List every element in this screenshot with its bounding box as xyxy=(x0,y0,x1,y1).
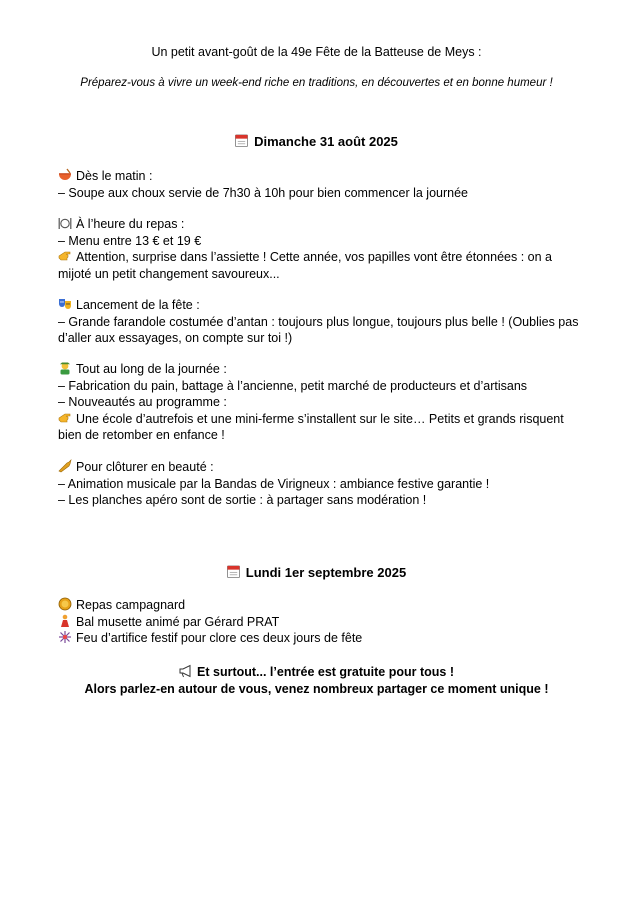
section-title: Dès le matin : xyxy=(76,169,153,183)
list-item-text: Repas campagnard xyxy=(76,598,186,612)
section-line: – Soupe aux choux servie de 7h30 à 10h pour bien commencer la journée xyxy=(58,185,468,200)
calendar-icon xyxy=(227,565,240,578)
firework-icon xyxy=(58,630,72,644)
soup-bowl-icon xyxy=(58,168,72,182)
section-meal xyxy=(58,216,583,282)
section-line: – Menu entre 13 € et 19 € xyxy=(58,233,202,248)
closing-line-2: Alors parlez-en autour de vous, venez nombreux partager ce moment unique ! xyxy=(84,681,549,696)
section-title: À l’heure du repas : xyxy=(76,217,185,231)
section-morning xyxy=(58,168,583,201)
pointing-hand-icon xyxy=(58,411,72,425)
section-line: – Nouveautés au programme : xyxy=(58,395,227,409)
section-title: Pour clôturer en beauté : xyxy=(76,460,214,474)
day2-heading xyxy=(0,565,633,582)
list-item-text: Bal musette animé par Gérard PRAT xyxy=(76,614,280,629)
section-line: – Animation musicale par la Bandas de Virigneux : ambiance festive garantie ! xyxy=(58,476,490,491)
cutlery-plate-icon xyxy=(58,216,72,230)
theater-masks-icon xyxy=(58,297,72,311)
section-title: Tout au long de la journée : xyxy=(76,362,227,376)
day1-heading xyxy=(0,134,633,151)
list-item xyxy=(58,597,583,614)
closing-line-1: Et surtout... l’entrée est gratuite pour tous ! xyxy=(197,665,454,679)
day1-heading-text: Dimanche 31 août 2025 xyxy=(254,134,398,149)
intro-line: Un petit avant-goût de la 49e Fête de la Batteuse de Meys : xyxy=(151,45,482,59)
section-line: – Les planches apéro sont de sortie : à partager sans modération ! xyxy=(58,493,427,507)
pointing-note: Une école d’autrefois et une mini-ferme s’installent sur le site… Petits et grands risquent bien de retomber en enfance ! xyxy=(58,411,564,442)
section-line: – Grande farandole costumée d’antan : toujours plus longue, toujours plus belle ! (Oublies pas d’aller aux essayages, on compte sur toi !) xyxy=(58,314,579,345)
pointing-hand-icon xyxy=(58,249,72,263)
dancer-icon xyxy=(58,614,72,628)
section-closing xyxy=(58,459,583,509)
megaphone-icon xyxy=(179,664,193,678)
intro-subline: Préparez-vous à vivre un week-end riche en traditions, en découvertes et en bonne humeur ! xyxy=(80,77,553,89)
list-item xyxy=(58,614,583,631)
trumpet-icon xyxy=(58,459,72,473)
section-line: – Fabrication du pain, battage à l’ancienne, petit marché de producteurs et d’artisans xyxy=(58,378,528,393)
section-launch xyxy=(58,297,583,347)
farmer-icon xyxy=(58,361,72,375)
calendar-icon xyxy=(235,134,248,147)
list-item xyxy=(58,630,583,647)
section-all-day xyxy=(58,361,583,444)
list-item-text: Feu d’artifice festif pour clore ces deux jours de fête xyxy=(76,631,363,645)
closing-message xyxy=(0,664,633,697)
plate-icon xyxy=(58,597,72,611)
section-title: Lancement de la fête : xyxy=(76,298,200,312)
day2-heading-text: Lundi 1er septembre 2025 xyxy=(245,565,407,580)
day2-list xyxy=(58,597,583,647)
pointing-note: Attention, surprise dans l’assiette ! Cette année, vos papilles vont être étonnées : on a mijoté un petit changement savoureux... xyxy=(58,250,552,281)
